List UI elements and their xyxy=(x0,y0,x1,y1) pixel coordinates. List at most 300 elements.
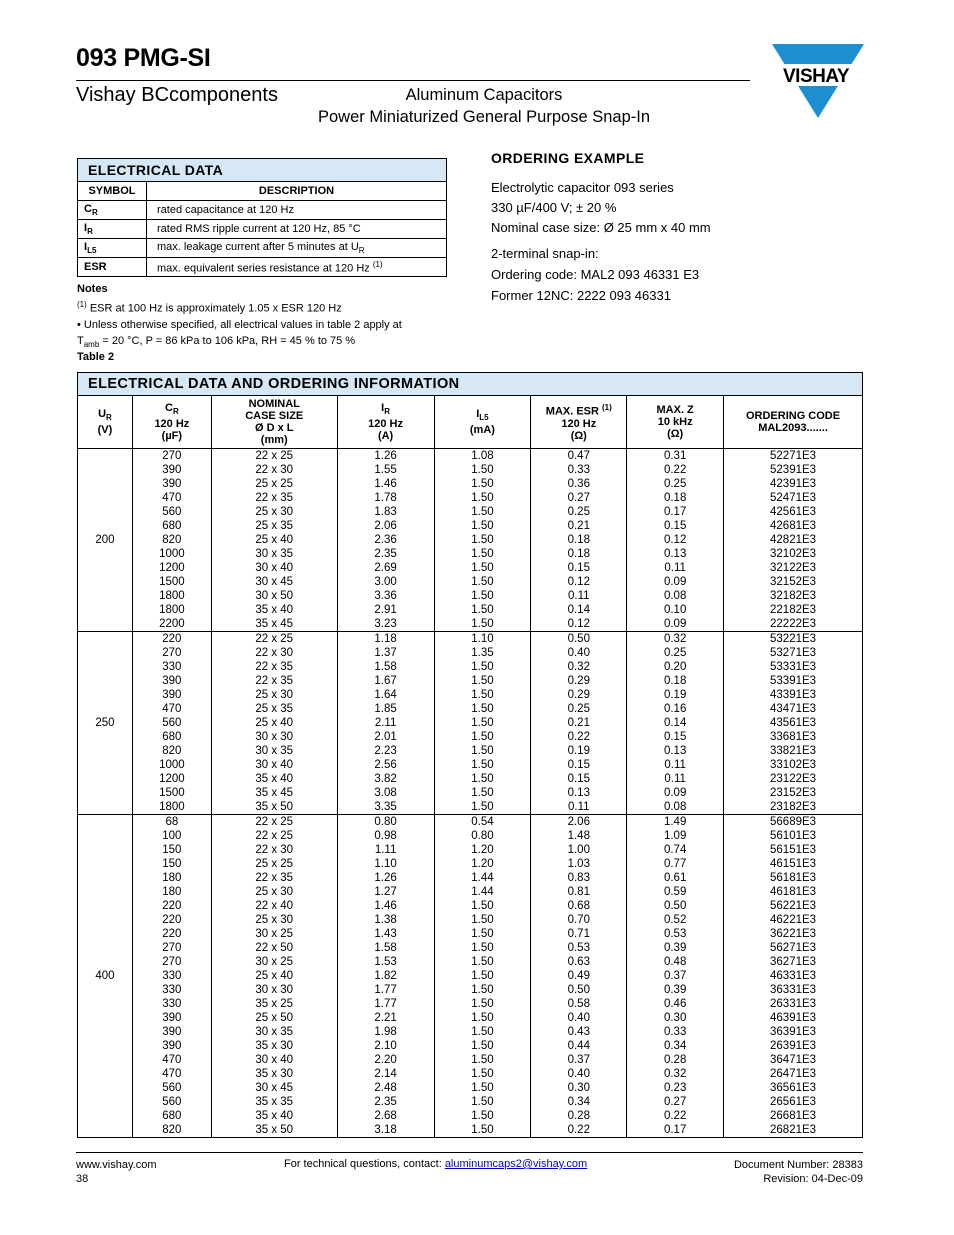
table-row xyxy=(78,829,863,843)
table-cell: 330 xyxy=(132,983,211,997)
table-row xyxy=(78,969,863,983)
column-header xyxy=(531,396,627,449)
table-cell: 36271E3 xyxy=(724,955,863,969)
table-cell: 32102E3 xyxy=(724,547,863,561)
ordering-example xyxy=(491,150,711,306)
table-cell: 1.50 xyxy=(434,660,531,674)
table-row xyxy=(78,800,863,815)
table-cell: 390 xyxy=(132,688,211,702)
table-row xyxy=(78,688,863,702)
table-cell: 1.10 xyxy=(434,632,531,647)
table-row xyxy=(78,786,863,800)
table-cell: 0.37 xyxy=(531,1053,627,1067)
table-cell: 0.22 xyxy=(627,1109,724,1123)
table-cell: 56221E3 xyxy=(724,899,863,913)
table-cell: 0.11 xyxy=(627,772,724,786)
header-line: 120 Hz xyxy=(154,418,190,431)
table-cell: 30 x 50 xyxy=(211,589,337,603)
table-cell: 22 x 35 xyxy=(211,491,337,505)
table-row xyxy=(78,997,863,1011)
table-cell: 42561E3 xyxy=(724,505,863,519)
table-cell: 56151E3 xyxy=(724,843,863,857)
table-cell: 22 x 50 xyxy=(211,941,337,955)
table-cell: 220 xyxy=(132,927,211,941)
subtitle-line-1: Aluminum Capacitors xyxy=(405,86,563,104)
table-cell: 43561E3 xyxy=(724,716,863,730)
table-cell: 0.22 xyxy=(531,1123,627,1138)
table-cell: 1.50 xyxy=(434,505,531,519)
column-header xyxy=(434,396,531,449)
table-cell: 35 x 40 xyxy=(211,772,337,786)
table-cell: 680 xyxy=(132,519,211,533)
table-cell: 2.35 xyxy=(337,1095,434,1109)
header-line xyxy=(338,402,434,418)
table-cell: 560 xyxy=(132,1081,211,1095)
table-cell: 0.40 xyxy=(531,1011,627,1025)
table-cell: 25 x 25 xyxy=(211,477,337,491)
table-cell: 0.61 xyxy=(627,871,724,885)
table-cell: 0.48 xyxy=(627,955,724,969)
contact-email-link[interactable]: aluminumcaps2@vishay.com xyxy=(444,1158,588,1170)
table-cell: 0.33 xyxy=(531,463,627,477)
header-sub: L5 xyxy=(479,413,489,423)
table-cell: 42681E3 xyxy=(724,519,863,533)
table-cell: 1.77 xyxy=(337,983,434,997)
voltage-cell: 400 xyxy=(78,815,133,1138)
table-cell: 0.53 xyxy=(531,941,627,955)
column-header xyxy=(337,396,434,449)
table-cell: 0.14 xyxy=(627,716,724,730)
table-cell: 22 x 25 xyxy=(211,815,337,830)
table-row xyxy=(78,744,863,758)
header-text: NOMINAL xyxy=(248,398,300,410)
header-line: (Ω) xyxy=(667,428,684,440)
voltage-cell: 250 xyxy=(78,632,133,815)
table-cell: 1.50 xyxy=(434,519,531,533)
symbol-cell xyxy=(78,239,147,258)
table-cell: 680 xyxy=(132,730,211,744)
table-cell: 1.26 xyxy=(337,871,434,885)
table-cell: 25 x 40 xyxy=(211,533,337,547)
table-cell: 36331E3 xyxy=(724,983,863,997)
header-line: (V) xyxy=(97,424,113,437)
table-cell: 36561E3 xyxy=(724,1081,863,1095)
table-row xyxy=(78,660,863,674)
table-row xyxy=(78,519,863,533)
table-cell: 22 x 30 xyxy=(211,646,337,660)
brand-name: Vishay BCcomponents xyxy=(76,84,278,106)
table-cell: 23122E3 xyxy=(724,772,863,786)
electrical-data-title: ELECTRICAL DATA xyxy=(78,159,447,182)
table-cell: 1.50 xyxy=(434,463,531,477)
note-2: • Unless otherwise specified, all electrical values in table 2 apply at xyxy=(77,318,402,331)
table-cell: 1.50 xyxy=(434,772,531,786)
table-row xyxy=(78,1053,863,1067)
table-row xyxy=(78,1039,863,1053)
header-line: 120 Hz xyxy=(561,417,597,430)
table-cell: 0.18 xyxy=(531,533,627,547)
table-cell: 0.43 xyxy=(531,1025,627,1039)
symbol-sub: R xyxy=(91,208,98,218)
table-cell: 32122E3 xyxy=(724,561,863,575)
table-cell: 1.50 xyxy=(434,800,531,815)
table-cell: 0.27 xyxy=(627,1095,724,1109)
table-cell: 100 xyxy=(132,829,211,843)
table-cell: 150 xyxy=(132,843,211,857)
table-row xyxy=(78,927,863,941)
table-cell: 3.36 xyxy=(337,589,434,603)
symbol-text: ESR xyxy=(84,261,107,273)
table-cell: 330 xyxy=(132,660,211,674)
page-title: 093 PMG-SI xyxy=(76,44,211,72)
table-cell: 0.13 xyxy=(627,547,724,561)
table-cell: 0.36 xyxy=(531,477,627,491)
table-cell: 35 x 50 xyxy=(211,800,337,815)
table-cell: 150 xyxy=(132,857,211,871)
table-cell: 25 x 50 xyxy=(211,1011,337,1025)
table-cell: 1500 xyxy=(132,786,211,800)
table-cell: 390 xyxy=(132,674,211,688)
table-cell: 30 x 25 xyxy=(211,927,337,941)
table-cell: 0.21 xyxy=(531,716,627,730)
table-cell: 0.40 xyxy=(531,1067,627,1081)
table-cell: 1.50 xyxy=(434,561,531,575)
table-row xyxy=(78,1095,863,1109)
table-cell: 26471E3 xyxy=(724,1067,863,1081)
header-line xyxy=(435,408,531,424)
table-cell: 560 xyxy=(132,505,211,519)
table-cell: 0.80 xyxy=(434,829,531,843)
table-cell: 0.52 xyxy=(627,913,724,927)
table-cell: 1800 xyxy=(132,589,211,603)
table-cell: 1.58 xyxy=(337,660,434,674)
table-cell: 1.10 xyxy=(337,857,434,871)
table-cell: 22 x 35 xyxy=(211,871,337,885)
col-description: DESCRIPTION xyxy=(147,182,447,201)
table-cell: 0.25 xyxy=(627,646,724,660)
table-cell: 1.43 xyxy=(337,927,434,941)
ordering-info-title: ELECTRICAL DATA AND ORDERING INFORMATION xyxy=(78,373,863,396)
header-line: 10 kHz xyxy=(657,416,693,428)
description-text: rated RMS ripple current at 120 Hz, 85 °C xyxy=(157,223,361,235)
table-cell: 35 x 40 xyxy=(211,603,337,617)
table-cell: 0.19 xyxy=(627,688,724,702)
table-cell: 0.33 xyxy=(627,1025,724,1039)
table-cell: 1.00 xyxy=(531,843,627,857)
table-cell: 390 xyxy=(132,477,211,491)
table-cell: 35 x 45 xyxy=(211,617,337,632)
note-3: $T_{amb} = 20$ °C, P = 86 kPa to 106 kPa, RH = 45 % to 75 % xyxy=(77,334,356,349)
table-cell: 0.15 xyxy=(531,772,627,786)
table-cell: 25 x 35 xyxy=(211,702,337,716)
table-row xyxy=(78,843,863,857)
table-row xyxy=(78,941,863,955)
table-cell: 3.00 xyxy=(337,575,434,589)
table-cell: 560 xyxy=(132,716,211,730)
table-cell: 33681E3 xyxy=(724,730,863,744)
table-cell: 2.69 xyxy=(337,561,434,575)
table-cell: 22 x 25 xyxy=(211,829,337,843)
table-cell: 2.35 xyxy=(337,547,434,561)
table-cell: 52471E3 xyxy=(724,491,863,505)
header-line xyxy=(724,410,862,422)
table-cell: 220 xyxy=(132,632,211,647)
table-cell: 1.50 xyxy=(434,730,531,744)
table-cell: 1.50 xyxy=(434,744,531,758)
table-cell: 0.63 xyxy=(531,955,627,969)
table-cell: 35 x 35 xyxy=(211,1095,337,1109)
table-row xyxy=(78,561,863,575)
header-text: ORDERING CODE xyxy=(745,410,841,422)
table-cell: 0.15 xyxy=(531,561,627,575)
table-cell: 2.91 xyxy=(337,603,434,617)
table-row xyxy=(78,533,863,547)
oe-line-3: Nominal case size: Ø 25 mm x 40 mm xyxy=(491,220,711,235)
header-line: (A) xyxy=(377,430,394,443)
table-cell: 0.32 xyxy=(531,660,627,674)
table-cell: 36391E3 xyxy=(724,1025,863,1039)
table-cell: 1.50 xyxy=(434,477,531,491)
table-cell: 0.15 xyxy=(627,730,724,744)
table-cell: 1200 xyxy=(132,561,211,575)
table-cell: 33821E3 xyxy=(724,744,863,758)
table-cell: 46151E3 xyxy=(724,857,863,871)
table-cell: 35 x 40 xyxy=(211,1109,337,1123)
table-cell: 53271E3 xyxy=(724,646,863,660)
footer-page-number: 38 xyxy=(76,1173,89,1185)
table-cell: 35 x 30 xyxy=(211,1039,337,1053)
table-row xyxy=(78,772,863,786)
table-cell: 30 x 40 xyxy=(211,1053,337,1067)
table-cell: 0.11 xyxy=(531,800,627,815)
table-cell: 0.12 xyxy=(531,575,627,589)
table-cell: 23182E3 xyxy=(724,800,863,815)
description-text: max. leakage current after 5 minutes at U xyxy=(157,240,359,253)
product-subtitle xyxy=(318,84,650,128)
table-cell: 1.50 xyxy=(434,983,531,997)
table-row xyxy=(78,955,863,969)
description-cell xyxy=(147,258,447,277)
table-cell: 22 x 40 xyxy=(211,899,337,913)
table-cell: 46391E3 xyxy=(724,1011,863,1025)
table-cell: 0.12 xyxy=(627,533,724,547)
table-cell: 0.11 xyxy=(627,561,724,575)
table-cell: 22 x 35 xyxy=(211,660,337,674)
table-cell: 32152E3 xyxy=(724,575,863,589)
table-cell: 0.53 xyxy=(627,927,724,941)
description-sub: R xyxy=(358,246,365,256)
table-cell: 2.23 xyxy=(337,744,434,758)
header-text: U xyxy=(98,407,107,420)
table-cell: 2.36 xyxy=(337,533,434,547)
table-cell: 1.78 xyxy=(337,491,434,505)
table-cell: 0.32 xyxy=(627,632,724,647)
table-cell: 0.18 xyxy=(531,547,627,561)
table-cell: 1800 xyxy=(132,800,211,815)
note-1: $^{(1)}$ ESR at 100 Hz is approximately 1.05 x ESR 120 Hz xyxy=(77,300,342,315)
table-cell: 0.08 xyxy=(627,589,724,603)
table-cell: 30 x 35 xyxy=(211,1025,337,1039)
table-cell: 1.85 xyxy=(337,702,434,716)
table-cell: 1.50 xyxy=(434,1123,531,1138)
electrical-data-row xyxy=(78,239,447,258)
table-cell: 1.08 xyxy=(434,449,531,464)
table-cell: 52271E3 xyxy=(724,449,863,464)
table-cell: 0.68 xyxy=(531,899,627,913)
header-text: MAX. Z xyxy=(656,404,694,416)
table-cell: 0.09 xyxy=(627,617,724,632)
table-cell: 1.50 xyxy=(434,1081,531,1095)
table-cell: 53391E3 xyxy=(724,674,863,688)
table-cell: 25 x 40 xyxy=(211,716,337,730)
table-row xyxy=(78,674,863,688)
table-cell: 1.37 xyxy=(337,646,434,660)
table-cell: 26391E3 xyxy=(724,1039,863,1053)
table-cell: 0.10 xyxy=(627,603,724,617)
table-cell: 1.49 xyxy=(627,815,724,830)
ordering-info-table xyxy=(77,372,863,1138)
notes xyxy=(77,281,457,353)
table-cell: 0.74 xyxy=(627,843,724,857)
table-cell: 0.20 xyxy=(627,660,724,674)
table-cell: 3.18 xyxy=(337,1123,434,1138)
header-text: C xyxy=(165,401,173,414)
table-cell: 1.20 xyxy=(434,857,531,871)
table-cell: 0.47 xyxy=(531,449,627,464)
footer-revision: Revision: 04-Dec-09 xyxy=(763,1173,863,1185)
table-cell: 26821E3 xyxy=(724,1123,863,1138)
table-cell: 0.25 xyxy=(531,702,627,716)
header-line xyxy=(212,398,337,410)
header-line: (mA) xyxy=(469,424,495,437)
table-cell: 1.03 xyxy=(531,857,627,871)
table-cell: 56271E3 xyxy=(724,941,863,955)
table-cell: 330 xyxy=(132,969,211,983)
header-line xyxy=(627,404,723,416)
table-cell: 53331E3 xyxy=(724,660,863,674)
table-cell: 470 xyxy=(132,1053,211,1067)
table-cell: 1.50 xyxy=(434,941,531,955)
footer-right xyxy=(717,1158,863,1186)
table-cell: 270 xyxy=(132,941,211,955)
table-row xyxy=(78,617,863,632)
vishay-logo xyxy=(766,42,866,120)
symbol-sub: R xyxy=(87,227,93,237)
table-cell: 1.48 xyxy=(531,829,627,843)
table-cell: 0.15 xyxy=(531,758,627,772)
table-cell: 30 x 35 xyxy=(211,547,337,561)
table-cell: 680 xyxy=(132,1109,211,1123)
table-cell: 0.46 xyxy=(627,997,724,1011)
oe-line-5: Ordering code: MAL2 093 46331 E3 xyxy=(491,267,700,282)
table-cell: 2200 xyxy=(132,617,211,632)
table-cell: 25 x 30 xyxy=(211,505,337,519)
table-cell: 0.15 xyxy=(627,519,724,533)
table-row xyxy=(78,1123,863,1138)
table-cell: 56181E3 xyxy=(724,871,863,885)
table-cell: 1.50 xyxy=(434,1109,531,1123)
table-cell: 0.09 xyxy=(627,575,724,589)
table-row xyxy=(78,730,863,744)
table-cell: 1.20 xyxy=(434,843,531,857)
table-row xyxy=(78,758,863,772)
table-cell: 0.59 xyxy=(627,885,724,899)
table-row xyxy=(78,547,863,561)
table-cell: 390 xyxy=(132,1025,211,1039)
table-cell: 2.10 xyxy=(337,1039,434,1053)
table-cell: 0.81 xyxy=(531,885,627,899)
table-cell: 1.58 xyxy=(337,941,434,955)
table-cell: 1000 xyxy=(132,547,211,561)
table-cell: 1.53 xyxy=(337,955,434,969)
table-cell: 0.21 xyxy=(531,519,627,533)
table-cell: 33102E3 xyxy=(724,758,863,772)
table-cell: 0.22 xyxy=(627,463,724,477)
table-cell: 0.11 xyxy=(531,589,627,603)
oe-line-6: Former 12NC: 2222 093 46331 xyxy=(491,288,671,303)
subtitle-line-2: Power Miniaturized General Purpose Snap-In xyxy=(318,108,651,126)
logo-text: VISHAY xyxy=(783,66,849,87)
table-cell: 0.50 xyxy=(531,983,627,997)
table-cell: 0.13 xyxy=(627,744,724,758)
table-cell: 1.55 xyxy=(337,463,434,477)
header-line: MAL2093....... xyxy=(758,422,828,434)
table-cell: 0.09 xyxy=(627,786,724,800)
table-cell: 0.12 xyxy=(531,617,627,632)
table-cell: 0.49 xyxy=(531,969,627,983)
table-cell: 1.50 xyxy=(434,1039,531,1053)
description-cell xyxy=(147,201,447,220)
table-cell: 1.77 xyxy=(337,997,434,1011)
table-cell: 1.50 xyxy=(434,913,531,927)
table-cell: 0.32 xyxy=(627,1067,724,1081)
table-cell: 0.13 xyxy=(531,786,627,800)
table-cell: 1.83 xyxy=(337,505,434,519)
table-cell: 0.31 xyxy=(627,449,724,464)
table-cell: 1.50 xyxy=(434,674,531,688)
table-cell: 0.18 xyxy=(627,674,724,688)
table-cell: 1.27 xyxy=(337,885,434,899)
electrical-data-table xyxy=(77,158,447,277)
table-row xyxy=(78,1011,863,1025)
table-cell: 68 xyxy=(132,815,211,830)
table-row xyxy=(78,1109,863,1123)
table-cell: 2.06 xyxy=(531,815,627,830)
table-cell: 26561E3 xyxy=(724,1095,863,1109)
table-cell: 1.50 xyxy=(434,702,531,716)
table-row xyxy=(78,716,863,730)
table-cell: 1.44 xyxy=(434,871,531,885)
header-line xyxy=(78,408,132,424)
table-cell: 42821E3 xyxy=(724,533,863,547)
table-cell: 30 x 25 xyxy=(211,955,337,969)
table-cell: 0.40 xyxy=(531,646,627,660)
table-cell: 30 x 30 xyxy=(211,983,337,997)
table-cell: 390 xyxy=(132,463,211,477)
table-cell: 1.50 xyxy=(434,716,531,730)
table-cell: 1.50 xyxy=(434,688,531,702)
table-row xyxy=(78,857,863,871)
table-cell: 1.11 xyxy=(337,843,434,857)
table-cell: 46331E3 xyxy=(724,969,863,983)
table-cell: 42391E3 xyxy=(724,477,863,491)
column-header xyxy=(211,396,337,449)
table-cell: 0.50 xyxy=(531,632,627,647)
table-cell: 1.82 xyxy=(337,969,434,983)
table-cell: 0.17 xyxy=(627,505,724,519)
table-row xyxy=(78,449,863,464)
table-cell: 43391E3 xyxy=(724,688,863,702)
